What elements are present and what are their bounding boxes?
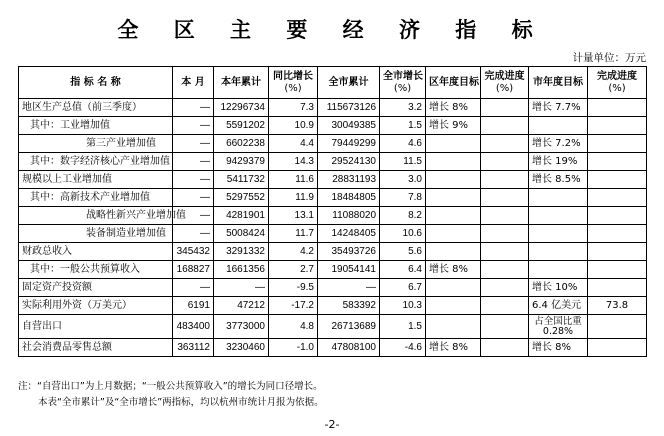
- month-cell: —: [173, 189, 214, 207]
- city-ytd-cell: 79449299: [318, 135, 380, 153]
- indicator-name: 其中：工业增加值: [30, 119, 110, 131]
- indicator-name-cell: [19, 117, 173, 135]
- yoy-cell: -9.5: [269, 279, 318, 297]
- header-district-target: 区年度目标: [426, 67, 481, 99]
- city-target-cell: [529, 225, 588, 243]
- district-target-cell: 增长 8%: [426, 339, 481, 357]
- city-growth-cell: 4.6: [380, 135, 426, 153]
- city-target-cell: 增长 10%: [529, 279, 588, 297]
- city-growth-cell: 3.0: [380, 171, 426, 189]
- month-cell: —: [173, 135, 214, 153]
- progress2-cell: [588, 117, 647, 135]
- table-row: [19, 261, 647, 279]
- city-ytd-cell: 30049385: [318, 117, 380, 135]
- table-row: [19, 117, 647, 135]
- city-ytd-cell: 115673126: [318, 99, 380, 117]
- district-target-cell: [426, 189, 481, 207]
- header-yoy-unit: (%): [284, 82, 302, 94]
- district-target-cell: [426, 135, 481, 153]
- city-target-cell: [529, 243, 588, 261]
- progress2-cell: [588, 171, 647, 189]
- yoy-cell: 11.7: [269, 225, 318, 243]
- month-cell: —: [173, 279, 214, 297]
- ytd-cell: 6602238: [214, 135, 269, 153]
- indicator-name: 其中：数字经济核心产业增加值: [30, 155, 170, 167]
- city-ytd-cell: 14248405: [318, 225, 380, 243]
- progress-cell: [481, 135, 529, 153]
- indicator-name-cell: [19, 339, 173, 357]
- progress2-cell: [588, 339, 647, 357]
- district-target-cell: [426, 315, 481, 339]
- month-cell: 168827: [173, 261, 214, 279]
- city-growth-cell: 11.5: [380, 153, 426, 171]
- month-cell: 483400: [173, 315, 214, 339]
- indicator-name: 社会消费品零售总额: [22, 341, 112, 353]
- table-row: [19, 225, 647, 243]
- month-cell: —: [173, 171, 214, 189]
- city-ytd-cell: 18484805: [318, 189, 380, 207]
- header-city-growth-unit: (%): [393, 82, 412, 94]
- month-cell: —: [173, 117, 214, 135]
- district-target-cell: 增长 8%: [426, 99, 481, 117]
- footnote-1: 注：“自营出口”为上月数据；“一般公共预算收入”的增长为同口径增长。: [18, 381, 323, 392]
- city-growth-cell: 6.4: [380, 261, 426, 279]
- header-progress: [481, 67, 529, 99]
- city-growth-cell: 10.3: [380, 297, 426, 315]
- district-target-cell: [426, 297, 481, 315]
- header-indicator: 指 标 名 称: [19, 67, 173, 99]
- indicator-name: 第三产业增加值: [86, 137, 156, 149]
- table-row: [19, 207, 647, 225]
- ytd-cell: —: [214, 279, 269, 297]
- progress2-cell: [588, 315, 647, 339]
- progress2-cell: [588, 135, 647, 153]
- table-row: [19, 135, 647, 153]
- yoy-cell: 11.6: [269, 171, 318, 189]
- progress2-cell: [588, 99, 647, 117]
- progress-cell: [481, 339, 529, 357]
- table-row: [19, 315, 647, 339]
- city-target-cell: [529, 261, 588, 279]
- indicator-name-cell: [19, 153, 173, 171]
- header-progress2: [588, 67, 647, 99]
- district-target-cell: [426, 225, 481, 243]
- progress-cell: [481, 207, 529, 225]
- district-target-cell: [426, 153, 481, 171]
- header-city-growth-label: 全市增长: [383, 70, 423, 82]
- progress2-cell: [588, 225, 647, 243]
- ytd-cell: 9429379: [214, 153, 269, 171]
- header-progress2-label: 完成进度: [597, 70, 637, 82]
- month-cell: —: [173, 225, 214, 243]
- indicator-name: 固定资产投资额: [22, 281, 92, 293]
- city-growth-cell: 5.6: [380, 243, 426, 261]
- header-city-ytd: 全市累计: [318, 67, 380, 99]
- city-target-cell: [529, 189, 588, 207]
- progress2-cell: [588, 279, 647, 297]
- table-row: [19, 279, 647, 297]
- progress-cell: [481, 189, 529, 207]
- ytd-cell: 5591202: [214, 117, 269, 135]
- city-target-cell: 增长 7.2%: [529, 135, 588, 153]
- progress-cell: [481, 297, 529, 315]
- district-target-cell: [426, 207, 481, 225]
- yoy-cell: 4.8: [269, 315, 318, 339]
- city-ytd-cell: 19054141: [318, 261, 380, 279]
- progress2-cell: [588, 261, 647, 279]
- ytd-cell: 12296734: [214, 99, 269, 117]
- city-ytd-cell: 26713689: [318, 315, 380, 339]
- city-ytd-cell: 583392: [318, 297, 380, 315]
- indicator-name: 战略性新兴产业增加值: [86, 209, 186, 221]
- district-target-cell: [426, 279, 481, 297]
- unit-label: 计量单位：万元: [572, 52, 646, 64]
- city-target-cell: 增长 8.5%: [529, 171, 588, 189]
- indicator-name-cell: [19, 135, 173, 153]
- header-progress-label: 完成进度: [484, 70, 525, 82]
- month-cell: 363112: [173, 339, 214, 357]
- indicator-name: 财政总收入: [22, 245, 72, 257]
- yoy-cell: 10.9: [269, 117, 318, 135]
- ytd-cell: 3230460: [214, 339, 269, 357]
- month-cell: —: [173, 99, 214, 117]
- city-growth-cell: 3.2: [380, 99, 426, 117]
- city-growth-cell: 8.2: [380, 207, 426, 225]
- footnotes: [18, 379, 324, 411]
- progress-cell: [481, 315, 529, 339]
- city-ytd-cell: 28831193: [318, 171, 380, 189]
- ytd-cell: 3773000: [214, 315, 269, 339]
- indicator-name: 地区生产总值（前三季度）: [22, 101, 142, 113]
- city-target-cell: 增长 19%: [529, 153, 588, 171]
- indicator-name-cell: [19, 243, 173, 261]
- progress2-cell: [588, 189, 647, 207]
- progress-cell: [481, 153, 529, 171]
- table-row: [19, 339, 647, 357]
- header-city-growth: [380, 67, 426, 99]
- page-title: 全 区 主 要 经 济 指 标: [117, 17, 547, 42]
- ytd-cell: 5008424: [214, 225, 269, 243]
- progress2-cell: 73.8: [588, 297, 647, 315]
- city-target-cell: 6.4 亿美元: [529, 297, 588, 315]
- yoy-cell: -17.2: [269, 297, 318, 315]
- header-yoy-label: 同比增长: [273, 70, 313, 82]
- month-cell: 6191: [173, 297, 214, 315]
- progress2-cell: [588, 207, 647, 225]
- progress-cell: [481, 99, 529, 117]
- month-cell: —: [173, 207, 214, 225]
- progress-cell: [481, 261, 529, 279]
- yoy-cell: 2.7: [269, 261, 318, 279]
- yoy-cell: 7.3: [269, 99, 318, 117]
- city-growth-cell: 7.8: [380, 189, 426, 207]
- city-ytd-cell: 35493726: [318, 243, 380, 261]
- yoy-cell: 4.4: [269, 135, 318, 153]
- header-month: 本 月: [173, 67, 214, 99]
- month-cell: —: [173, 153, 214, 171]
- yoy-cell: 4.2: [269, 243, 318, 261]
- district-target-cell: 增长 8%: [426, 261, 481, 279]
- header-yoy: [269, 67, 318, 99]
- city-ytd-cell: 29524130: [318, 153, 380, 171]
- city-growth-cell: 10.6: [380, 225, 426, 243]
- footnote-2: 本表“全市累计”及“全市增长”两指标，均以杭州市统计月报为依据。: [38, 397, 324, 408]
- district-target-cell: [426, 171, 481, 189]
- ytd-cell: 5297552: [214, 189, 269, 207]
- header-row: [19, 67, 647, 99]
- ytd-cell: 4281901: [214, 207, 269, 225]
- ytd-cell: 47212: [214, 297, 269, 315]
- city-growth-cell: 1.5: [380, 315, 426, 339]
- table-row: [19, 153, 647, 171]
- table-row: [19, 171, 647, 189]
- city-growth-cell: 1.5: [380, 117, 426, 135]
- progress-cell: [481, 117, 529, 135]
- header-progress-unit: (%): [495, 82, 514, 94]
- city-ytd-cell: 47808100: [318, 339, 380, 357]
- indicator-name-cell: [19, 297, 173, 315]
- ytd-cell: 3291332: [214, 243, 269, 261]
- indicator-name-cell: [19, 315, 173, 339]
- header-progress2-unit: (%): [608, 82, 626, 94]
- table-row: [19, 189, 647, 207]
- progress-cell: [481, 243, 529, 261]
- indicator-name: 自营出口: [22, 320, 62, 332]
- city-target-cell: 占全国比重 0.28%: [529, 315, 588, 339]
- city-ytd-cell: —: [318, 279, 380, 297]
- indicator-name-cell: [19, 279, 173, 297]
- table-row: [19, 297, 647, 315]
- indicator-name-cell: [19, 225, 173, 243]
- indicator-name-cell: [19, 207, 186, 225]
- table-row: [19, 99, 647, 117]
- header-city-target: 市年度目标: [529, 67, 588, 99]
- indicator-name-cell: [19, 189, 173, 207]
- indicator-name: 实际利用外资（万美元）: [22, 299, 132, 311]
- yoy-cell: 13.1: [269, 207, 318, 225]
- indicator-name-cell: [19, 261, 173, 279]
- indicator-name: 其中：高新技术产业增加值: [30, 191, 150, 203]
- yoy-cell: 11.9: [269, 189, 318, 207]
- city-target-cell: 增长 7.7%: [529, 99, 588, 117]
- table-row: [19, 243, 647, 261]
- progress-cell: [481, 279, 529, 297]
- city-growth-cell: 6.7: [380, 279, 426, 297]
- city-growth-cell: -4.6: [380, 339, 426, 357]
- progress-cell: [481, 225, 529, 243]
- city-ytd-cell: 11088020: [318, 207, 380, 225]
- indicator-name: 其中：一般公共预算收入: [30, 263, 140, 275]
- ytd-cell: 5411732: [214, 171, 269, 189]
- indicator-name: 规模以上工业增加值: [22, 173, 112, 185]
- progress2-cell: [588, 243, 647, 261]
- month-cell: 345432: [173, 243, 214, 261]
- district-target-cell: [426, 243, 481, 261]
- progress-cell: [481, 171, 529, 189]
- indicator-name-cell: [19, 99, 173, 117]
- indicator-name-cell: [19, 171, 173, 189]
- city-target-cell: [529, 207, 588, 225]
- page-number: -2-: [324, 418, 340, 431]
- header-ytd: 本年累计: [214, 67, 269, 99]
- progress2-cell: [588, 153, 647, 171]
- city-target-cell: 增长 8%: [529, 339, 588, 357]
- indicator-name: 装备制造业增加值: [86, 227, 166, 239]
- district-target-cell: 增长 9%: [426, 117, 481, 135]
- yoy-cell: -1.0: [269, 339, 318, 357]
- indicators-table: [18, 66, 647, 357]
- city-target-cell: [529, 117, 588, 135]
- yoy-cell: 14.3: [269, 153, 318, 171]
- ytd-cell: 1661356: [214, 261, 269, 279]
